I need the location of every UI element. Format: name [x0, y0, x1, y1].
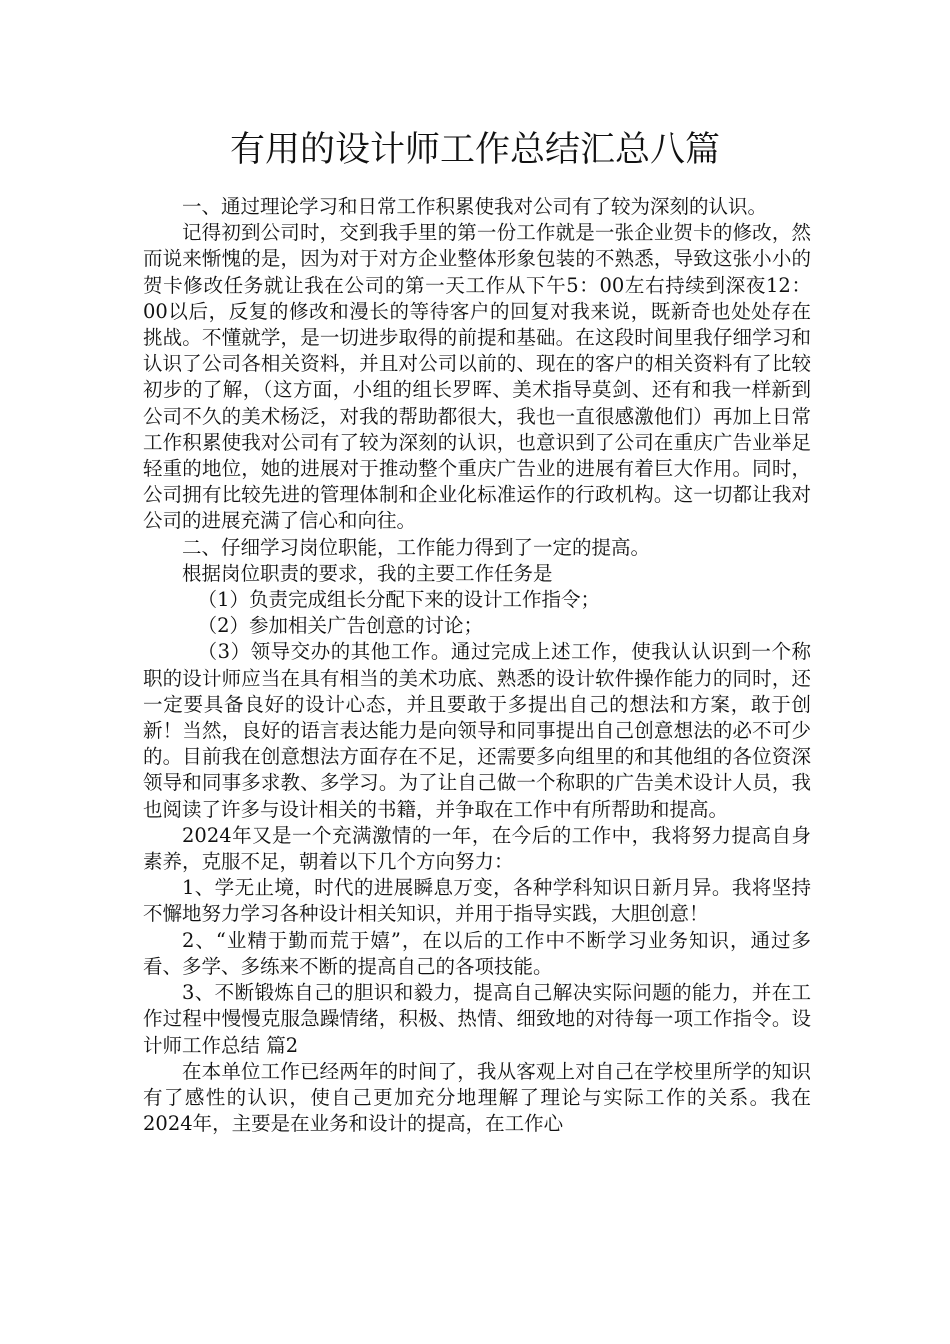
document-body: [143, 194, 811, 1137]
paragraph-first-job: 记得初到公司时，交到我手里的第一份工作就是一张企业贺卡的修改，然而说来惭愧的是，因为对于对方企业整体形象包装的不熟悉，导致这张小小的贺卡修改任务就让我在公司的第一天工作从下午5：00左右持续到深夜12：00以后，反复的修改和漫长的等待客户的回复对我来说，既新奇也处处存在挑战。不懂就学，是一切进步取得的前提和基础。在这段时间里我仔细学习和认识了公司各相关资料，并且对公司以前的、现在的客户的相关资料有了比较初步的了解，（这方面，小组的组长罗晖、美术指导莫剑、还有和我一样新到公司不久的美术杨泛，对我的帮助都很大，我也一直很感激他们）再加上日常工作积累使我对公司有了较为深刻的认识，也意识到了公司在重庆广告业举足轻重的地位，她的进展对于推动整个重庆广告业的进展有着巨大作用。同时，公司拥有比较先进的管理体制和企业化标准运作的行政机构。这一切都让我对公司的进展充满了信心和向往。: [143, 221, 811, 533]
list-item-duty-3: （3）领导交办的其他工作。通过完成上述工作，使我认认识到一个称职的设计师应当在具有相当的美术功底、熟悉的设计软件操作能力的同时，还一定要具备良好的设计心态，并且要敢于多提出自己的想法和方案，敢于创新！当然，良好的语言表达能力是向领导和同事提出自己创意想法的必不可少的。目前我在创意想法方面存在不足，还需要多向组里的和其他组的各位资深领导和同事多求教、多学习。为了让自己做一个称职的广告美术设计人员，我也阅读了许多与设计相关的书籍，并争取在工作中有所帮助和提高。: [143, 640, 811, 821]
list-item-goal-3: 3、不断锻炼自己的胆识和毅力，提高自己解决实际问题的能力，并在工作过程中慢慢克服急躁情绪，积极、热情、细致地的对待每一项工作指令。设计师工作总结 篇2: [143, 981, 811, 1057]
list-item-goal-1: 1、学无止境，时代的进展瞬息万变，各种学科知识日新月异。我将坚持不懈地努力学习各种设计相关知识，并用于指导实践，大胆创意！: [143, 876, 811, 926]
list-item-goal-2: 2、“业精于勤而荒于嬉”，在以后的工作中不断学习业务知识，通过多看、多学、多练来不断的提高自己的各项技能。: [143, 928, 811, 978]
paragraph-2024-goals: 2024年又是一个充满激情的一年，在今后的工作中，我将努力提高自身素养，克服不足，朝着以下几个方向努力：: [143, 823, 811, 874]
paragraph-part-2-intro: 在本单位工作已经两年的时间了，我从客观上对自己在学校里所学的知识有了感性的认识，使自己更加充分地理解了理论与实际工作的关系。我在2024年，主要是在业务和设计的提高，在工作心: [143, 1059, 811, 1136]
document-title: 有用的设计师工作总结汇总八篇: [229, 130, 720, 170]
list-item-duty-2: （2）参加相关广告创意的讨论；: [197, 614, 484, 638]
paragraph-duties-intro: 根据岗位职责的要求，我的主要工作任务是: [182, 561, 553, 585]
list-item-duty-1: （1）负责完成组长分配下来的设计工作指令；: [197, 588, 601, 612]
paragraph-section-2-heading: 二、仔细学习岗位职能，工作能力得到了一定的提高。: [182, 535, 651, 559]
paragraph-section-1-heading: 一、通过理论学习和日常工作积累使我对公司有了较为深刻的认识。: [182, 195, 768, 218]
